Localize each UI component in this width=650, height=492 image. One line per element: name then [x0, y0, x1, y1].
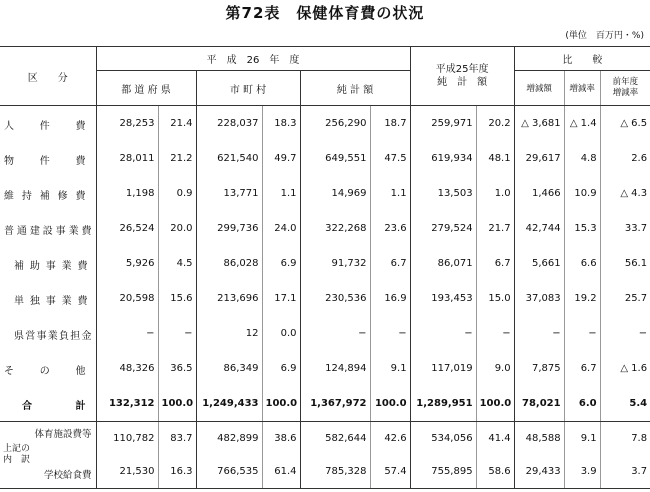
- cell-c9: 1,466: [514, 176, 564, 211]
- cell-c11: 3.7: [600, 455, 650, 489]
- row-label: 学校給食費: [43, 470, 92, 481]
- cell-c9: △ 3,681: [514, 106, 564, 142]
- cell-c8: 20.2: [476, 106, 514, 142]
- row-label: 県営事業負担金: [14, 331, 92, 342]
- cell-c11: 25.7: [600, 281, 650, 316]
- cell-c10: 3.9: [564, 455, 600, 489]
- header-zennen-line1: 前年度: [612, 77, 639, 87]
- cell-c9: 78,021: [514, 386, 564, 422]
- cell-c11: △ 4.3: [600, 176, 650, 211]
- cell-c3: 213,696: [196, 281, 262, 316]
- cell-c1: 1,198: [96, 176, 158, 211]
- cell-c3: 12: [196, 316, 262, 351]
- cell-c9: 37,083: [514, 281, 564, 316]
- table-row: [0, 106, 650, 142]
- cell-c8: 48.1: [476, 141, 514, 176]
- cell-c9: 48,588: [514, 422, 564, 456]
- table-row: [0, 316, 650, 351]
- expenditure-table: [0, 46, 650, 489]
- cell-c11: 2.6: [600, 141, 650, 176]
- cell-c11: −: [600, 316, 650, 351]
- row-label: 補助事業費: [14, 261, 88, 272]
- cell-c7: 117,019: [410, 351, 476, 386]
- cell-c5: −: [300, 316, 370, 351]
- cell-c8: −: [476, 316, 514, 351]
- row-label: 物件費: [4, 156, 86, 167]
- cell-c6: 23.6: [370, 211, 410, 246]
- cell-c5: 582,644: [300, 422, 370, 456]
- table-row: [0, 455, 650, 489]
- header-h25: [410, 47, 514, 106]
- cell-c8: 58.6: [476, 455, 514, 489]
- cell-c7: 279,524: [410, 211, 476, 246]
- cell-c4: 0.0: [262, 316, 300, 351]
- header-todofuken: 都 道 府 県: [96, 71, 196, 106]
- cell-c4: 61.4: [262, 455, 300, 489]
- row-label: 単独事業費: [14, 296, 88, 307]
- cell-c3: 299,736: [196, 211, 262, 246]
- uchiwake-label-cell: [0, 422, 96, 465]
- cell-c8: 9.0: [476, 351, 514, 386]
- cell-c5: 649,551: [300, 141, 370, 176]
- cell-c10: 15.3: [564, 211, 600, 246]
- header-hikaku: 比 較: [514, 47, 650, 71]
- cell-c4: 38.6: [262, 422, 300, 456]
- cell-c6: 100.0: [370, 386, 410, 422]
- cell-c2: 4.5: [158, 246, 196, 281]
- cell-c2: 100.0: [158, 386, 196, 422]
- unit-note: (単位 百万円・%): [565, 31, 644, 41]
- cell-c11: △ 1.6: [600, 351, 650, 386]
- cell-c8: 100.0: [476, 386, 514, 422]
- cell-c1: −: [96, 316, 158, 351]
- cell-c8: 6.7: [476, 246, 514, 281]
- cell-c5: 256,290: [300, 106, 370, 142]
- cell-c1: 132,312: [96, 386, 158, 422]
- cell-c6: 6.7: [370, 246, 410, 281]
- cell-c9: 7,875: [514, 351, 564, 386]
- cell-c1: 48,326: [96, 351, 158, 386]
- uchiwake-group-line2: 内 訳: [3, 455, 31, 465]
- cell-c1: 28,253: [96, 106, 158, 142]
- cell-c6: 42.6: [370, 422, 410, 456]
- cell-c2: −: [158, 316, 196, 351]
- cell-c4: 17.1: [262, 281, 300, 316]
- header-zogen: 増減額: [514, 71, 564, 106]
- cell-c10: 6.6: [564, 246, 600, 281]
- cell-c5: 91,732: [300, 246, 370, 281]
- cell-c9: 42,744: [514, 211, 564, 246]
- cell-c1: 28,011: [96, 141, 158, 176]
- cell-c2: 20.0: [158, 211, 196, 246]
- table-row: [0, 211, 650, 246]
- cell-c10: 9.1: [564, 422, 600, 456]
- cell-c10: 4.8: [564, 141, 600, 176]
- cell-c10: 6.0: [564, 386, 600, 422]
- cell-c4: 6.9: [262, 246, 300, 281]
- cell-c7: 86,071: [410, 246, 476, 281]
- cell-c4: 18.3: [262, 106, 300, 142]
- table-row: [0, 281, 650, 316]
- cell-c5: 785,328: [300, 455, 370, 489]
- cell-c3: 1,249,433: [196, 386, 262, 422]
- cell-c1: 5,926: [96, 246, 158, 281]
- cell-c7: 619,934: [410, 141, 476, 176]
- cell-c5: 322,268: [300, 211, 370, 246]
- row-label: 維持補修費: [4, 191, 86, 202]
- page-title: 第72表 保健体育費の状況: [225, 4, 425, 22]
- cell-c4: 100.0: [262, 386, 300, 422]
- cell-c2: 0.9: [158, 176, 196, 211]
- cell-c9: 29,617: [514, 141, 564, 176]
- cell-c11: 7.8: [600, 422, 650, 456]
- cell-c2: 83.7: [158, 422, 196, 456]
- cell-c8: 41.4: [476, 422, 514, 456]
- cell-c4: 1.1: [262, 176, 300, 211]
- cell-c2: 15.6: [158, 281, 196, 316]
- cell-c3: 13,771: [196, 176, 262, 211]
- cell-c7: 755,895: [410, 455, 476, 489]
- cell-c3: 86,028: [196, 246, 262, 281]
- cell-c7: 259,971: [410, 106, 476, 142]
- cell-c3: 228,037: [196, 106, 262, 142]
- header-h26: 平 成 26 年 度: [96, 47, 410, 71]
- row-label: 体育施設費等: [34, 429, 92, 440]
- cell-c8: 15.0: [476, 281, 514, 316]
- table-row: [0, 422, 650, 456]
- cell-c1: 20,598: [96, 281, 158, 316]
- cell-c7: 1,289,951: [410, 386, 476, 422]
- cell-c10: 10.9: [564, 176, 600, 211]
- cell-c11: 5.4: [600, 386, 650, 422]
- cell-c5: 124,894: [300, 351, 370, 386]
- cell-c5: 1,367,972: [300, 386, 370, 422]
- header-h25-line2: 純 計 額: [437, 77, 488, 88]
- cell-c7: 13,503: [410, 176, 476, 211]
- uchiwake-label-cell: [0, 455, 96, 489]
- table-row: [0, 246, 650, 281]
- cell-c6: −: [370, 316, 410, 351]
- cell-c6: 57.4: [370, 455, 410, 489]
- sub-rows: [0, 422, 650, 489]
- cell-c4: 49.7: [262, 141, 300, 176]
- cell-c2: 21.2: [158, 141, 196, 176]
- cell-c10: △ 1.4: [564, 106, 600, 142]
- row-label: 人件費: [4, 121, 86, 132]
- table-row: [0, 386, 650, 422]
- cell-c2: 16.3: [158, 455, 196, 489]
- cell-c3: 86,349: [196, 351, 262, 386]
- header-h25-line1: 平成25年度: [435, 64, 489, 75]
- cell-c6: 18.7: [370, 106, 410, 142]
- row-label: その他: [4, 366, 86, 377]
- cell-c4: 24.0: [262, 211, 300, 246]
- cell-c3: 482,899: [196, 422, 262, 456]
- cell-c11: 33.7: [600, 211, 650, 246]
- cell-c9: −: [514, 316, 564, 351]
- cell-c3: 766,535: [196, 455, 262, 489]
- cell-c5: 230,536: [300, 281, 370, 316]
- table-row: [0, 351, 650, 386]
- cell-c1: 26,524: [96, 211, 158, 246]
- cell-c11: △ 6.5: [600, 106, 650, 142]
- uchiwake-group-line1: 上記の: [3, 444, 31, 454]
- header-junkei: 純 計 額: [300, 71, 410, 106]
- cell-c3: 621,540: [196, 141, 262, 176]
- cell-c7: 534,056: [410, 422, 476, 456]
- cell-c6: 1.1: [370, 176, 410, 211]
- header-shichoson: 市 町 村: [196, 71, 300, 106]
- cell-c8: 21.7: [476, 211, 514, 246]
- row-label: 合計: [0, 386, 96, 422]
- main-rows: [0, 106, 650, 422]
- cell-c6: 16.9: [370, 281, 410, 316]
- cell-c5: 14,969: [300, 176, 370, 211]
- table-row: [0, 141, 650, 176]
- cell-c9: 5,661: [514, 246, 564, 281]
- header-zogenritsu: 増減率: [564, 71, 600, 106]
- cell-c10: 19.2: [564, 281, 600, 316]
- cell-c10: −: [564, 316, 600, 351]
- header-zennen: [600, 71, 650, 106]
- cell-c6: 47.5: [370, 141, 410, 176]
- cell-c1: 21,530: [96, 455, 158, 489]
- header-zennen-line2: 増減率: [612, 88, 639, 98]
- cell-c2: 36.5: [158, 351, 196, 386]
- cell-c4: 6.9: [262, 351, 300, 386]
- cell-c9: 29,433: [514, 455, 564, 489]
- cell-c1: 110,782: [96, 422, 158, 456]
- cell-c10: 6.7: [564, 351, 600, 386]
- header-kubun: 区 分: [0, 47, 96, 106]
- row-label: 普通建設事業費: [4, 226, 92, 237]
- cell-c7: −: [410, 316, 476, 351]
- cell-c7: 193,453: [410, 281, 476, 316]
- cell-c2: 21.4: [158, 106, 196, 142]
- cell-c6: 9.1: [370, 351, 410, 386]
- table-row: [0, 176, 650, 211]
- cell-c11: 56.1: [600, 246, 650, 281]
- cell-c8: 1.0: [476, 176, 514, 211]
